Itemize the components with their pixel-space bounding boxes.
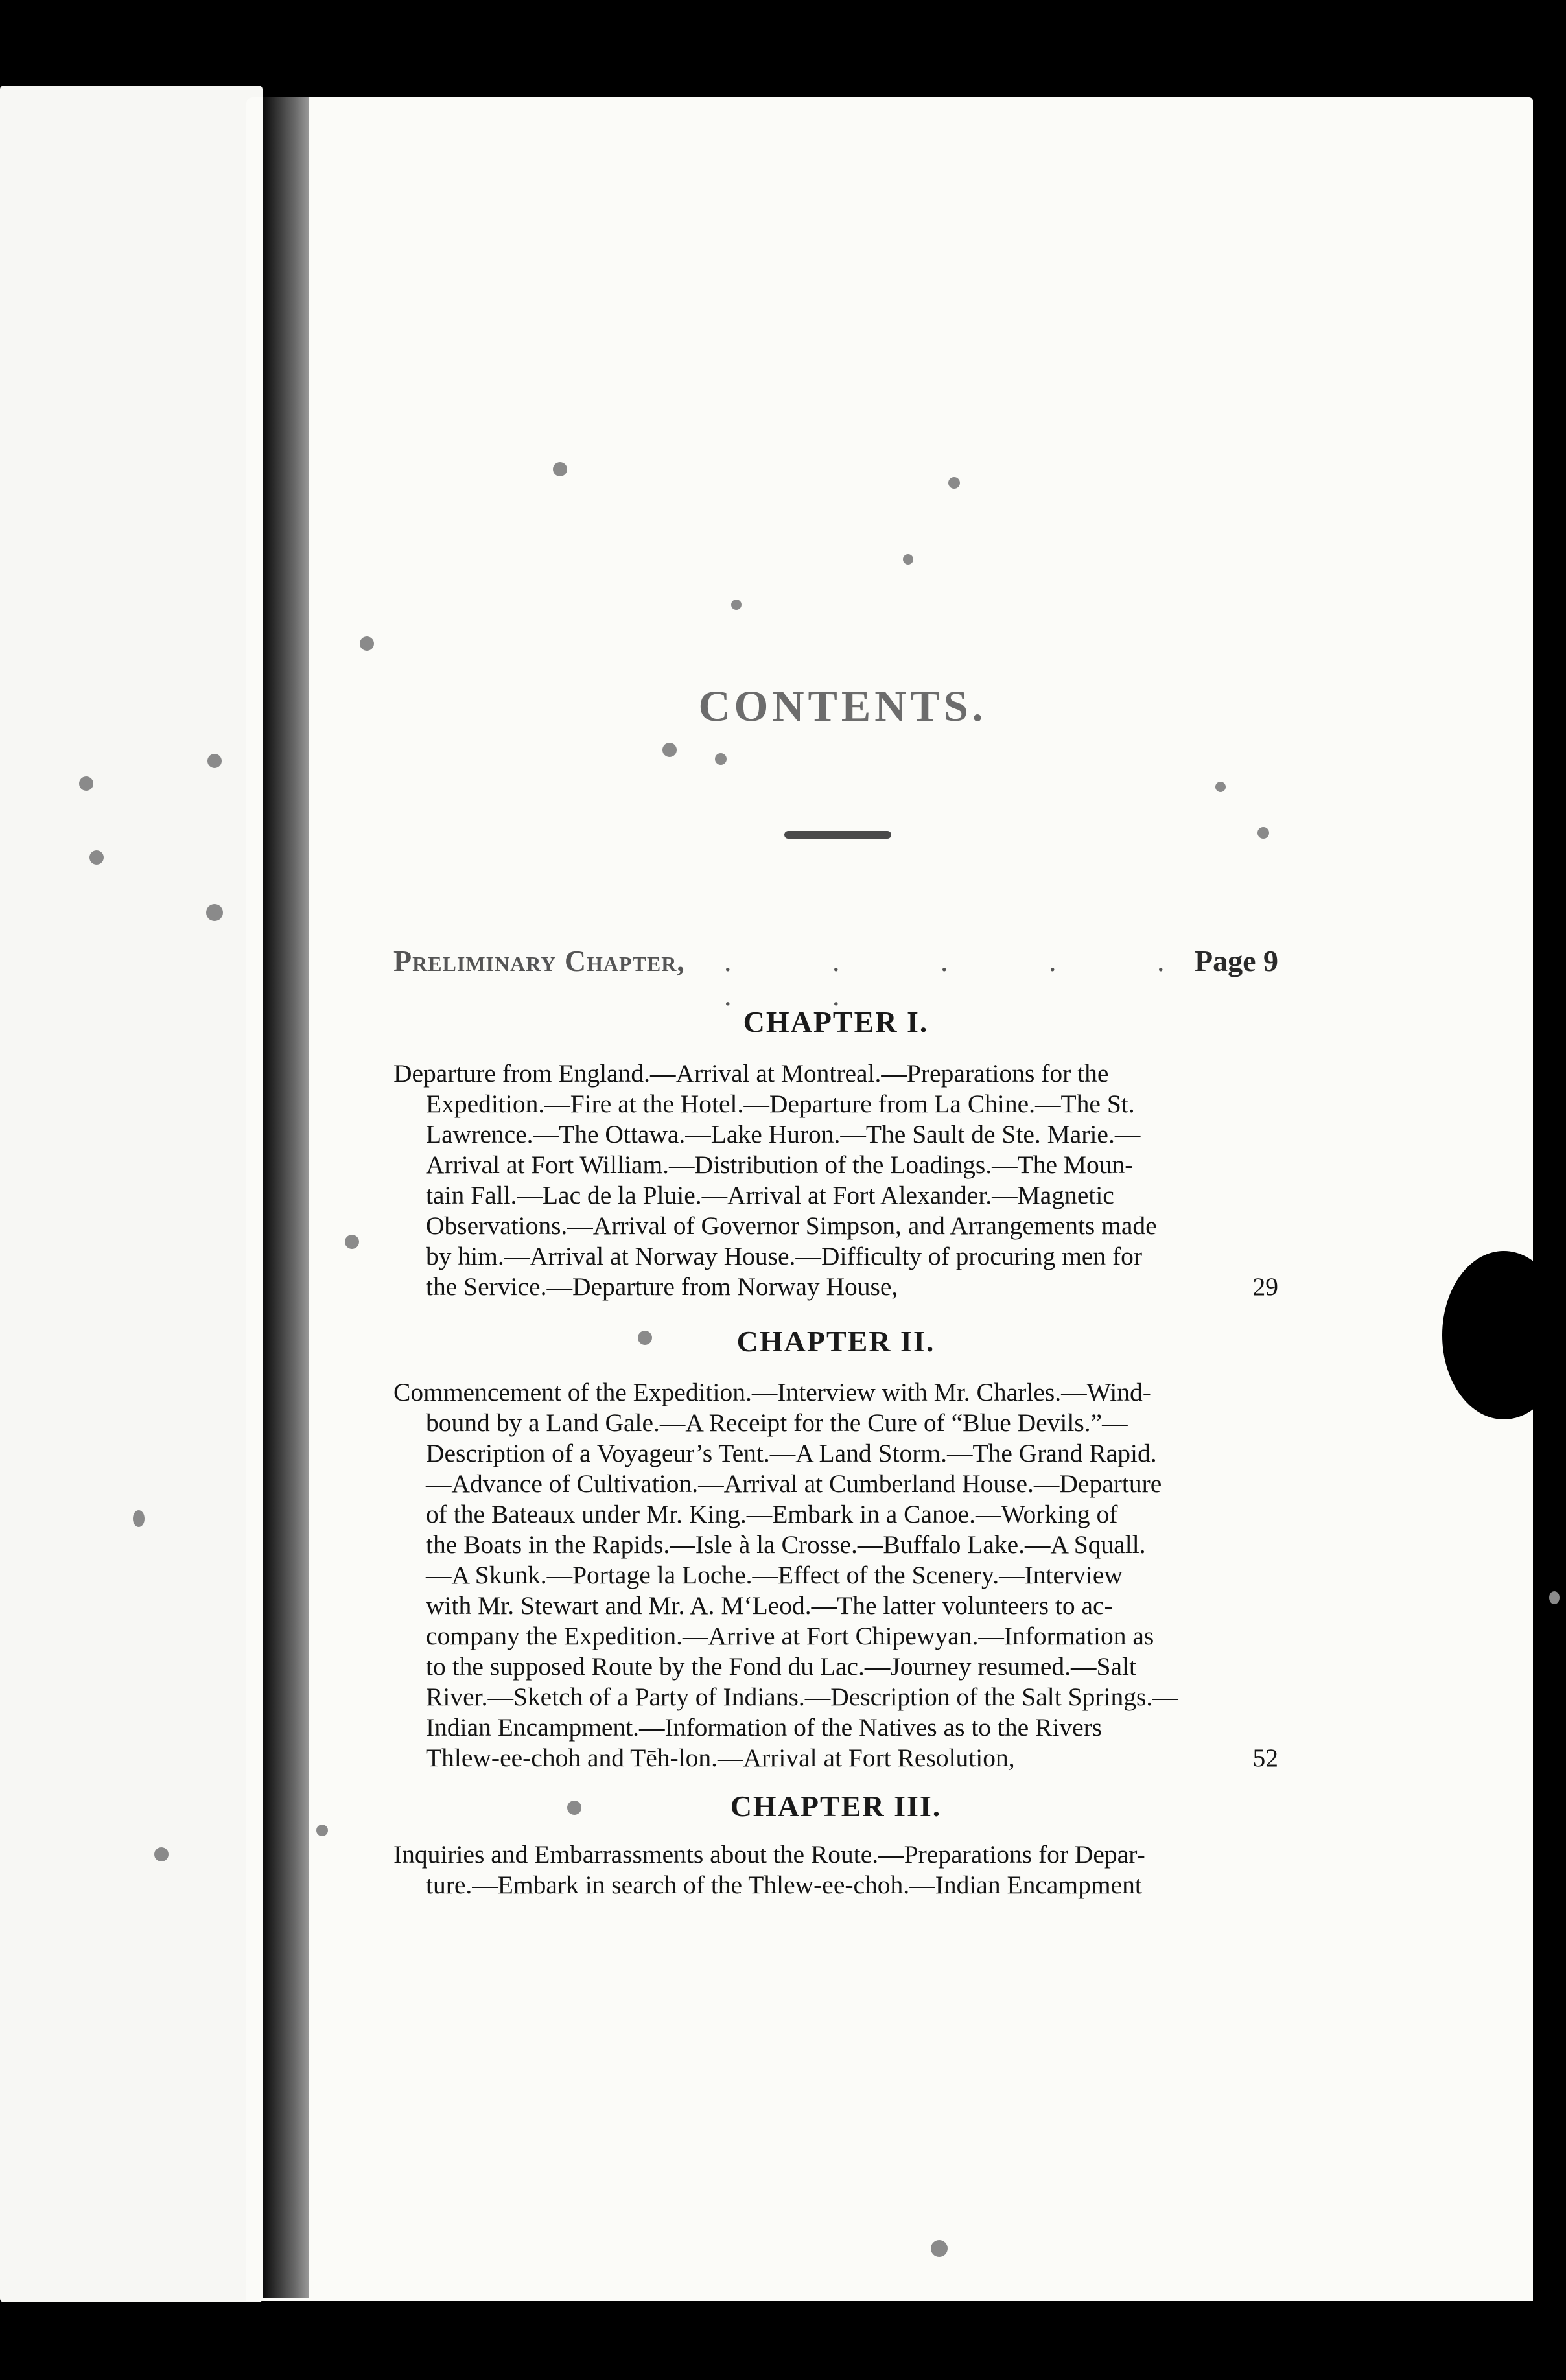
summary-line: the Service.—Departure from Norway House, [426, 1272, 898, 1301]
preliminary-label: Preliminary Chapter, [393, 944, 685, 977]
chapter-2-summary [393, 1377, 1278, 1773]
scan-speck [553, 462, 567, 476]
summary-line: Commencement of the Expedition.—Interview with Mr. Charles.—Wind- [393, 1378, 1151, 1406]
summary-line: to the supposed Route by the Fond du Lac.—Journey resumed.—Salt [426, 1652, 1136, 1681]
summary-line: Thlew-ee-choh and Tēh-lon.—Arrival at Fort Resolution, [426, 1744, 1015, 1772]
chapter-1-page: 29 [1252, 1272, 1278, 1301]
scan-speck [662, 743, 677, 757]
scan-speck [207, 754, 222, 768]
scan-speck [154, 1847, 169, 1861]
preliminary-page: Page 9 [1194, 944, 1278, 977]
summary-line: River.—Sketch of a Party of Indians.—Description of the Salt Springs.— [426, 1683, 1178, 1711]
scan-speck [79, 776, 93, 791]
scan-speck [731, 600, 742, 610]
scan-speck [1549, 1591, 1560, 1604]
page-edge-shadow [1442, 1251, 1565, 1419]
chapter-1-summary [393, 1058, 1278, 1302]
scan-speck [1257, 827, 1269, 839]
summary-line: of the Bateaux under Mr. King.—Embark in a Canoe.—Working of [426, 1500, 1118, 1528]
chapter-3-summary [393, 1839, 1278, 1900]
summary-line: company the Expedition.—Arrive at Fort Chipewyan.—Information as [426, 1622, 1154, 1650]
preliminary-entry [393, 944, 1278, 1012]
scan-speck [931, 2240, 948, 2257]
scan-speck [715, 753, 727, 765]
contents-title: CONTENTS. [698, 681, 987, 730]
summary-line: bound by a Land Gale.—A Receipt for the Cure of “Blue Devils.”— [426, 1408, 1128, 1437]
scan-speck [948, 477, 960, 489]
chapter-2-page: 52 [1252, 1744, 1278, 1772]
summary-line: tain Fall.—Lac de la Pluie.—Arrival at Fort Alexander.—Magnetic [426, 1181, 1114, 1209]
summary-line: —A Skunk.—Portage la Loche.—Effect of the Scenery.—Interview [426, 1561, 1123, 1589]
scan-speck [903, 554, 913, 565]
chapter-3-heading: CHAPTER III. [730, 1790, 942, 1823]
scan-speck [316, 1825, 328, 1836]
chapter-1-heading: CHAPTER I. [743, 1005, 929, 1038]
summary-line: with Mr. Stewart and Mr. A. M‘Leod.—The latter volunteers to ac- [426, 1591, 1113, 1620]
scan-speck [345, 1235, 359, 1249]
summary-line: Expedition.—Fire at the Hotel.—Departure from La Chine.—The St. [426, 1090, 1135, 1118]
summary-line: Indian Encampment.—Information of the Natives as to the Rivers [426, 1713, 1103, 1742]
scan-speck [206, 904, 223, 921]
title-rule [784, 831, 891, 839]
book-gutter [263, 97, 309, 2298]
summary-line: Description of a Voyageur’s Tent.—A Land Storm.—The Grand Rapid. [426, 1439, 1157, 1467]
summary-line: by him.—Arrival at Norway House.—Difficulty of procuring men for [426, 1242, 1143, 1270]
summary-line-last [393, 1743, 1278, 1773]
scan-speck [133, 1510, 145, 1527]
summary-line: —Advance of Cultivation.—Arrival at Cumberland House.—Departure [426, 1469, 1162, 1498]
summary-line: Departure from England.—Arrival at Montreal.—Preparations for the [393, 1059, 1109, 1088]
scan-speck [360, 636, 374, 651]
summary-line: Observations.—Arrival of Governor Simpson, and Arrangements made [426, 1211, 1157, 1240]
chapter-2-heading: CHAPTER II. [736, 1325, 935, 1358]
dot-leaders: . . . . . . . [724, 944, 1211, 1012]
summary-line: Arrival at Fort William.—Distribution of the Loadings.—The Moun- [426, 1150, 1134, 1179]
summary-line-last [393, 1272, 1278, 1302]
corner-mark [1416, 2333, 1442, 2359]
summary-line: Lawrence.—The Ottawa.—Lake Huron.—The Sault de Ste. Marie.— [426, 1120, 1141, 1149]
summary-line: the Boats in the Rapids.—Isle à la Crosse.—Buffalo Lake.—A Squall. [426, 1530, 1146, 1559]
summary-line: Inquiries and Embarrassments about the Route.—Preparations for Depar- [393, 1840, 1145, 1869]
left-facing-page [0, 86, 263, 2302]
summary-line: ture.—Embark in search of the Thlew-ee-choh.—Indian Encampment [426, 1871, 1142, 1899]
scan-speck [89, 850, 104, 865]
scan-speck [1215, 782, 1226, 792]
